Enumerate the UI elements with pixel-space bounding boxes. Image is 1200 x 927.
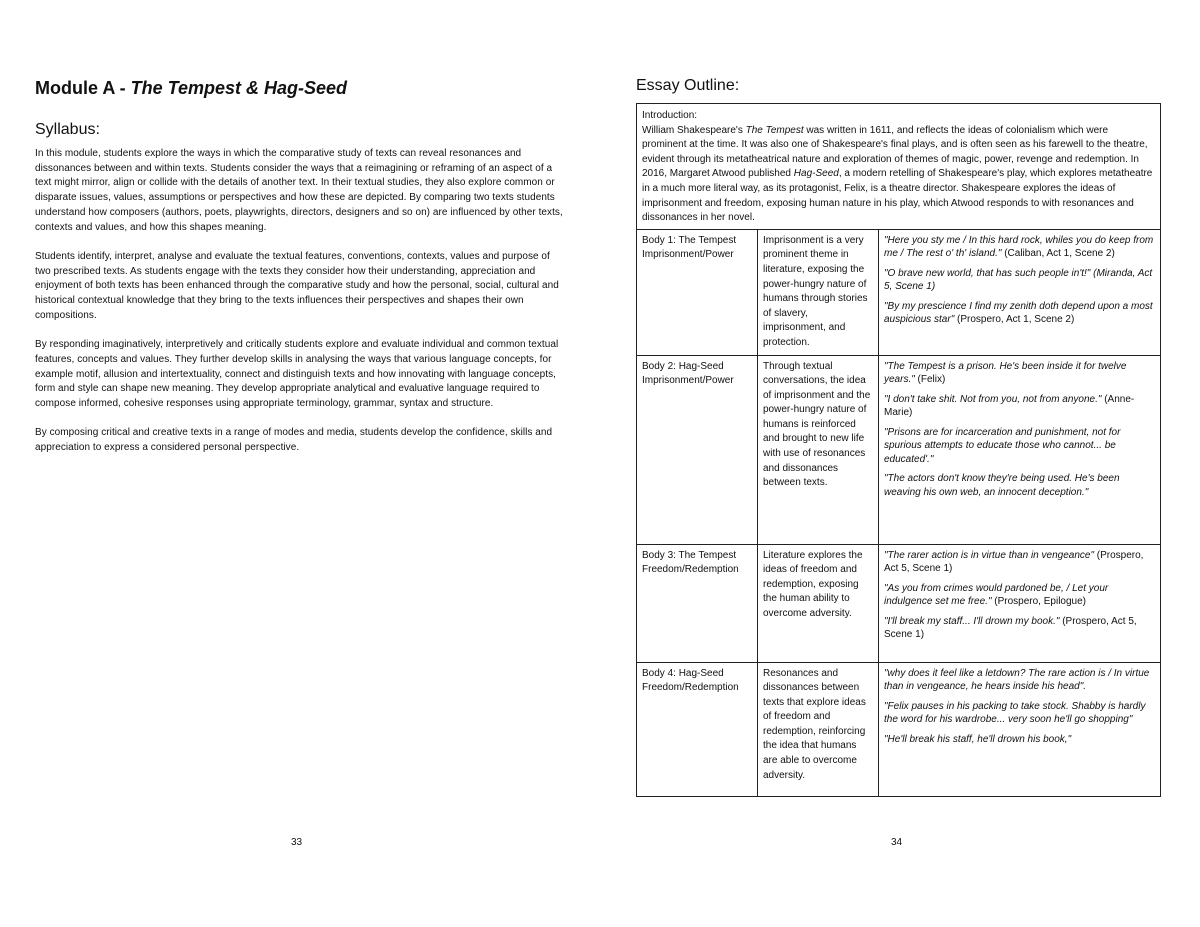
essay-outline-table — [636, 103, 1161, 797]
section-summary: Imprisonment is a very prominent theme in literature, exposing the power-hungry nature of humans through stories of slavery, imprisonment, and protection. — [763, 234, 868, 348]
syllabus-heading: Syllabus: — [35, 121, 100, 138]
section-title: Body 4: Hag-Seed — [642, 667, 724, 679]
intro-text-part: was written in 1611, and reflects the ideas of colonialism which were prominent at the time. It was also one of Shakespeare's final plays, and is often seen as his farewell to the theatre, evident through its metatheatrical nature and exploration of themes of magic, power, revenge and redemption. In 2016, Margaret Atwood published — [642, 124, 1148, 180]
quote-source: (Prospero, Epilogue) — [991, 596, 1086, 607]
intro-text-part: , a modern retelling of Shakespeare's play, which explores metatheatre in a much more literal way, as its protagonist, Felix, is a theatre director. Shakespeare explores the ideas of imprisonment and freedom, exposing human nature in his play, which Atwood responds to with resonances and dissonances in her novel. — [642, 168, 1153, 224]
quote — [884, 360, 1155, 387]
quote-source: (Prospero, Act 5, Scene 1) — [884, 615, 1137, 640]
section-summary-cell — [758, 544, 879, 662]
quote-text: "I'll break my staff... I'll drown my book." — [884, 615, 1060, 627]
title-prefix: Module A - — [35, 78, 131, 98]
section-theme: Imprisonment/Power — [642, 375, 734, 387]
body-row — [637, 544, 1161, 662]
quote-text: "The actors don't know they're being used. He's been weaving his own web, an innocent deception." — [884, 473, 1120, 498]
section-theme: Imprisonment/Power — [642, 249, 734, 261]
syllabus-paragraph: Students identify, interpret, analyse and evaluate the textual features, conventions, contexts, values and purpose of two prescribed texts. As students engage with the texts they consider how their understanding, appreciation and enjoyment of both texts has been enhanced through the comparative study and how the personal, social, cultural and historical contextual knowledge that they bring to the texts influences their perspectives and shapes their own compositions. — [35, 250, 559, 321]
body-row — [637, 229, 1161, 355]
title-texts: The Tempest & Hag-Seed — [130, 78, 348, 98]
quote — [884, 667, 1155, 694]
quote-text: "I don't take shit. Not from you, not from anyone." — [884, 393, 1102, 405]
quote-source: (Felix) — [914, 374, 946, 385]
section-label-cell — [637, 355, 758, 544]
intro-text — [642, 124, 1155, 226]
intro-text-part: William Shakespeare's — [642, 124, 746, 136]
intro-title-tempest: The Tempest — [745, 124, 804, 136]
section-theme: Freedom/Redemption — [642, 564, 739, 576]
quote-text: "Prisons are for incarceration and punishment, not for spurious attempts to educate those who cannot... be educated'." — [884, 426, 1121, 465]
quote-text: "The Tempest is a prison. He's been inside it for twelve years." — [884, 360, 1127, 385]
page-number-left: 33 — [291, 837, 303, 848]
section-title: Body 3: The Tempest — [642, 549, 737, 561]
quote — [884, 549, 1155, 576]
section-summary-cell — [758, 229, 879, 355]
quote — [884, 615, 1155, 642]
section-quotes-cell — [879, 662, 1161, 796]
quote — [884, 733, 1155, 747]
section-quotes-cell — [879, 355, 1161, 544]
quote — [884, 472, 1155, 499]
quote — [884, 267, 1155, 294]
quote — [884, 582, 1155, 609]
section-quotes-cell — [879, 229, 1161, 355]
quote-text: "Here you sty me / In this hard rock, whiles you do keep from me / The rest o' th' island." — [884, 234, 1154, 260]
intro-title-hagseed: Hag-Seed — [793, 168, 839, 180]
body-row — [637, 355, 1161, 544]
section-title: Body 2: Hag-Seed — [642, 360, 724, 372]
quote-text: "The rarer action is in virtue than in vengeance" — [884, 549, 1094, 561]
quote-source: (Prospero, Act 1, Scene 2) — [954, 314, 1075, 326]
intro-label: Introduction: — [642, 110, 698, 121]
section-summary: Through textual conversations, the idea of imprisonment and the power-hungry nature of humans is reinforced and brought to new life with use of resonances and dissonances between texts. — [763, 360, 871, 489]
section-label-cell — [637, 544, 758, 662]
quote-text: "By my prescience I find my zenith doth depend upon a most auspicious star" — [884, 300, 1153, 326]
section-label-cell — [637, 229, 758, 355]
quote-source: (Anne-Marie) — [884, 393, 1135, 418]
section-summary: Resonances and dissonances between texts that explore ideas of freedom and redemption, reinforcing the idea that humans are able to overcome adversity. — [763, 667, 866, 781]
module-title — [35, 78, 347, 99]
quote-text: "As you from crimes would pardoned be, / Let your indulgence set me free." — [884, 582, 1109, 607]
quote — [884, 700, 1155, 727]
essay-outline-heading: Essay Outline: — [636, 77, 740, 94]
section-theme: Freedom/Redemption — [642, 682, 739, 694]
section-summary: Literature explores the ideas of freedom and redemption, exposing the human ability to overcome adversity. — [763, 549, 863, 619]
quote — [884, 393, 1155, 420]
intro-cell — [637, 104, 1161, 230]
page-number-right: 34 — [891, 837, 903, 848]
quote-text: "Felix pauses in his packing to take stock. Shabby is hardly the word for his wardrobe... very soon he'll go shopping" — [884, 700, 1146, 725]
section-summary-cell — [758, 355, 879, 544]
quote-source: (Prospero, Act 5, Scene 1) — [884, 549, 1144, 574]
quote-text: "why does it feel like a letdown? The rare action is / In virtue than in vengeance, he hears inside his head". — [884, 667, 1150, 692]
syllabus-body — [35, 147, 565, 470]
syllabus-paragraph: In this module, students explore the ways in which the comparative study of texts can reveal resonances and dissonances between and within texts. Students consider the ways that a reimagining or reframing of an aspect of a text might mirror, align or collide with the details of another text. In their textual studies, they also explore common or disparate issues, values, assumptions or perspectives and how these are depicted. By comparing two texts students understand how composers (authors, poets, playwrights, directors, designers and so on) are influenced by other texts, contexts and values, and how this shapes meaning. — [35, 148, 563, 233]
quote-text: "O brave new world, that has such people in't!" (Miranda, Act 5, Scene 1) — [884, 267, 1153, 293]
syllabus-paragraph: By responding imaginatively, interpretively and critically students explore and evaluate individual and common textual features, concepts and values. They further develop skills in analysing the ways that various language concepts, for example motif, allusion and intertextuality, connect and distinguish texts and how innovating with language concepts, form and style can shape new meaning. They develop appropriate analytical and evaluative language required to compose informed, cohesive responses using appropriate terminology, grammar, syntax and structure. — [35, 339, 559, 409]
quote-text: "He'll break his staff, he'll drown his book," — [884, 733, 1072, 745]
syllabus-paragraph: By composing critical and creative texts in a range of modes and media, students develop the confidence, skills and appreciation to express a considered personal perspective. — [35, 427, 553, 454]
section-label-cell — [637, 662, 758, 796]
quote — [884, 300, 1155, 327]
intro-row — [637, 104, 1161, 230]
quote — [884, 426, 1155, 467]
quote — [884, 234, 1155, 261]
section-quotes-cell — [879, 544, 1161, 662]
quote-source: (Caliban, Act 1, Scene 2) — [1001, 248, 1115, 260]
section-summary-cell — [758, 662, 879, 796]
section-title: Body 1: The Tempest — [642, 234, 737, 246]
body-row — [637, 662, 1161, 796]
